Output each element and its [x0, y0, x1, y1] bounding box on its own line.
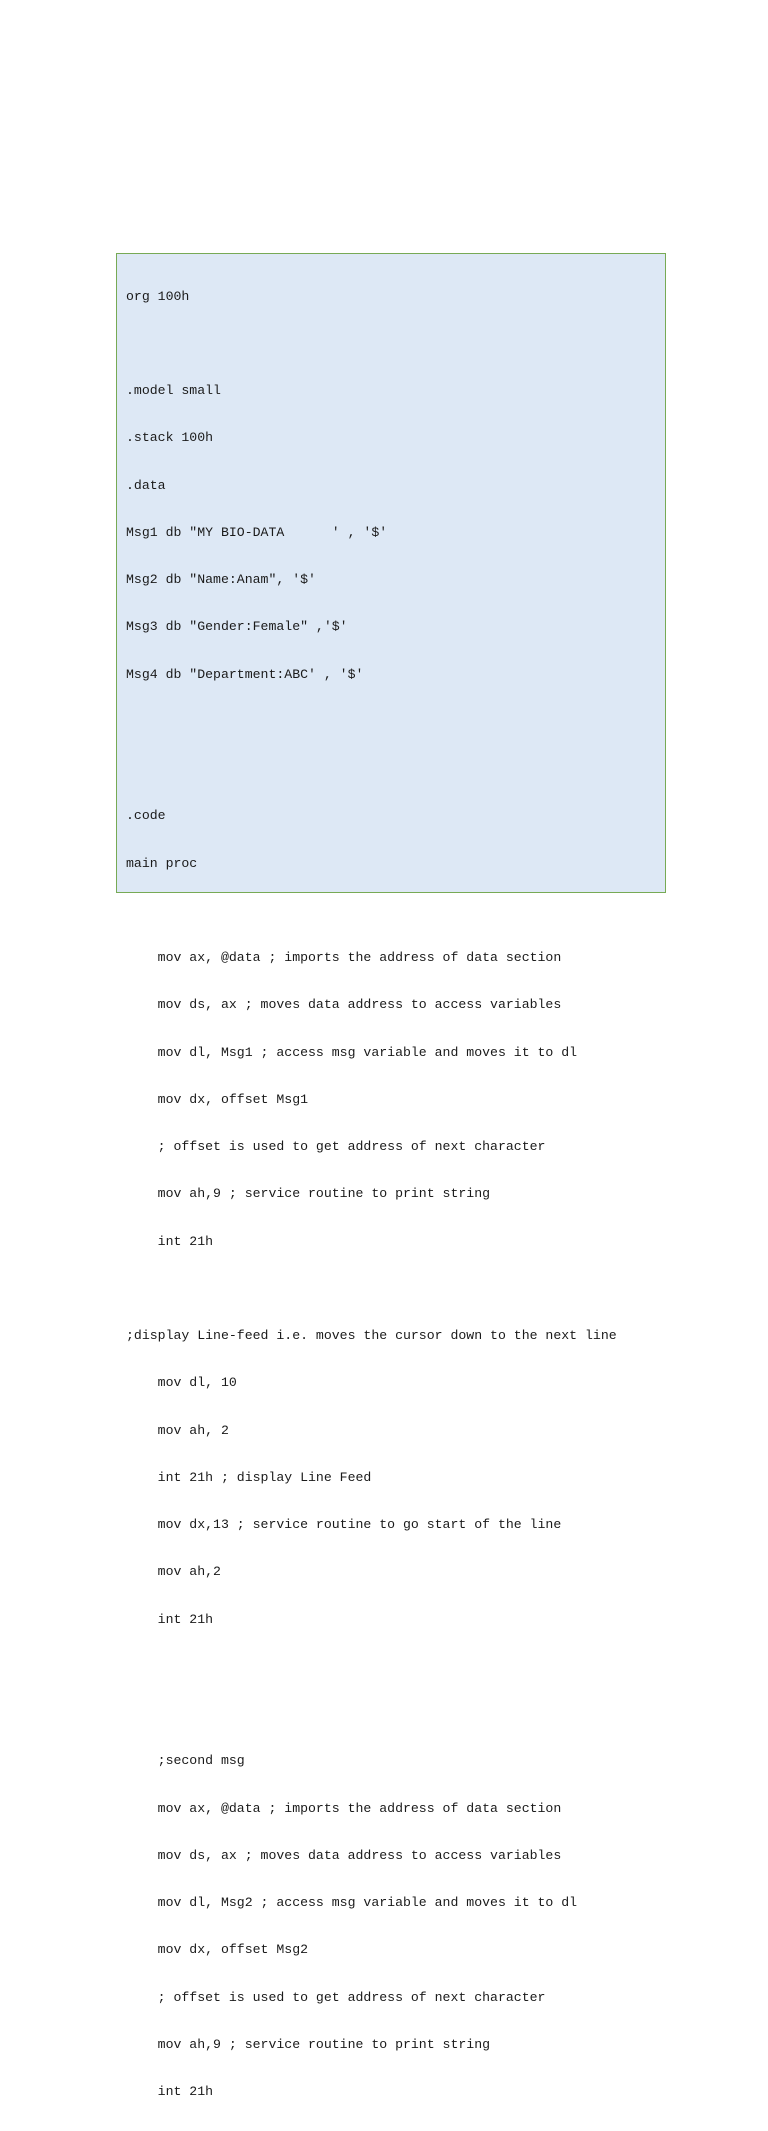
code-line: mov dl, 10 — [126, 1375, 237, 1391]
code-line — [126, 761, 617, 777]
code-line — [126, 1706, 617, 1722]
code-line — [126, 903, 617, 919]
code-line: mov ds, ax ; moves data address to access variables — [126, 997, 562, 1013]
code-line: mov ah,9 ; service routine to print string — [126, 2036, 491, 2052]
code-line: int 21h — [126, 1233, 214, 1249]
code-line: mov dl, Msg2 ; access msg variable and moves it to dl — [126, 1895, 578, 1910]
code-line: mov ax, @data ; imports the address of data section — [126, 950, 562, 965]
code-line: mov ah,2 — [126, 1564, 221, 1580]
code-line: mov ds, ax ; moves data address to access variables — [126, 1847, 562, 1863]
code-line: ; offset is used to get address of next character — [126, 1139, 546, 1154]
code-line: Msg1 db "MY BIO-DATA ' , '$' — [126, 524, 388, 540]
code-line — [126, 1659, 617, 1675]
code-line: Msg3 db "Gender:Female" ,'$' — [126, 619, 348, 635]
code-line: int 21h ; display Line Feed — [126, 1469, 372, 1485]
code-line: .model small — [126, 383, 221, 398]
code-line: main proc — [126, 855, 198, 871]
code-line: mov ah, 2 — [126, 1422, 229, 1438]
code-line — [126, 714, 617, 730]
code-line: Msg2 db "Name:Anam", '$' — [126, 572, 316, 587]
code-line: mov dx,13 ; service routine to go start of the line — [126, 1517, 562, 1532]
code-line: .stack 100h — [126, 430, 214, 446]
code-listing-box — [116, 253, 666, 2099]
code-line: ; offset is used to get address of next character — [126, 1989, 546, 2005]
code-line: ;second msg — [126, 1753, 245, 1769]
code-line: ;display Line-feed i.e. moves the cursor down to the next line — [126, 1328, 617, 1343]
code-line: org 100h — [126, 288, 190, 304]
code-line: mov dx, offset Msg1 — [126, 1091, 309, 1107]
code-line: int 21h — [126, 1611, 214, 1627]
code-line: mov ah,9 ; service routine to print string — [126, 1186, 491, 1202]
code-line: mov dl, Msg1 ; access msg variable and moves it to dl — [126, 1044, 578, 1060]
code-line: mov dx, offset Msg2 — [126, 1942, 309, 1958]
code-line: Msg4 db "Department:ABC' , '$' — [126, 666, 364, 682]
code-line: mov ax, @data ; imports the address of data section — [126, 1800, 562, 1816]
code-line — [126, 1281, 617, 1297]
code-line: .code — [126, 808, 166, 824]
code-line — [126, 336, 617, 352]
code-line: .data — [126, 477, 166, 493]
code-line: int 21h — [126, 2084, 214, 2099]
code-listing — [126, 257, 617, 2131]
